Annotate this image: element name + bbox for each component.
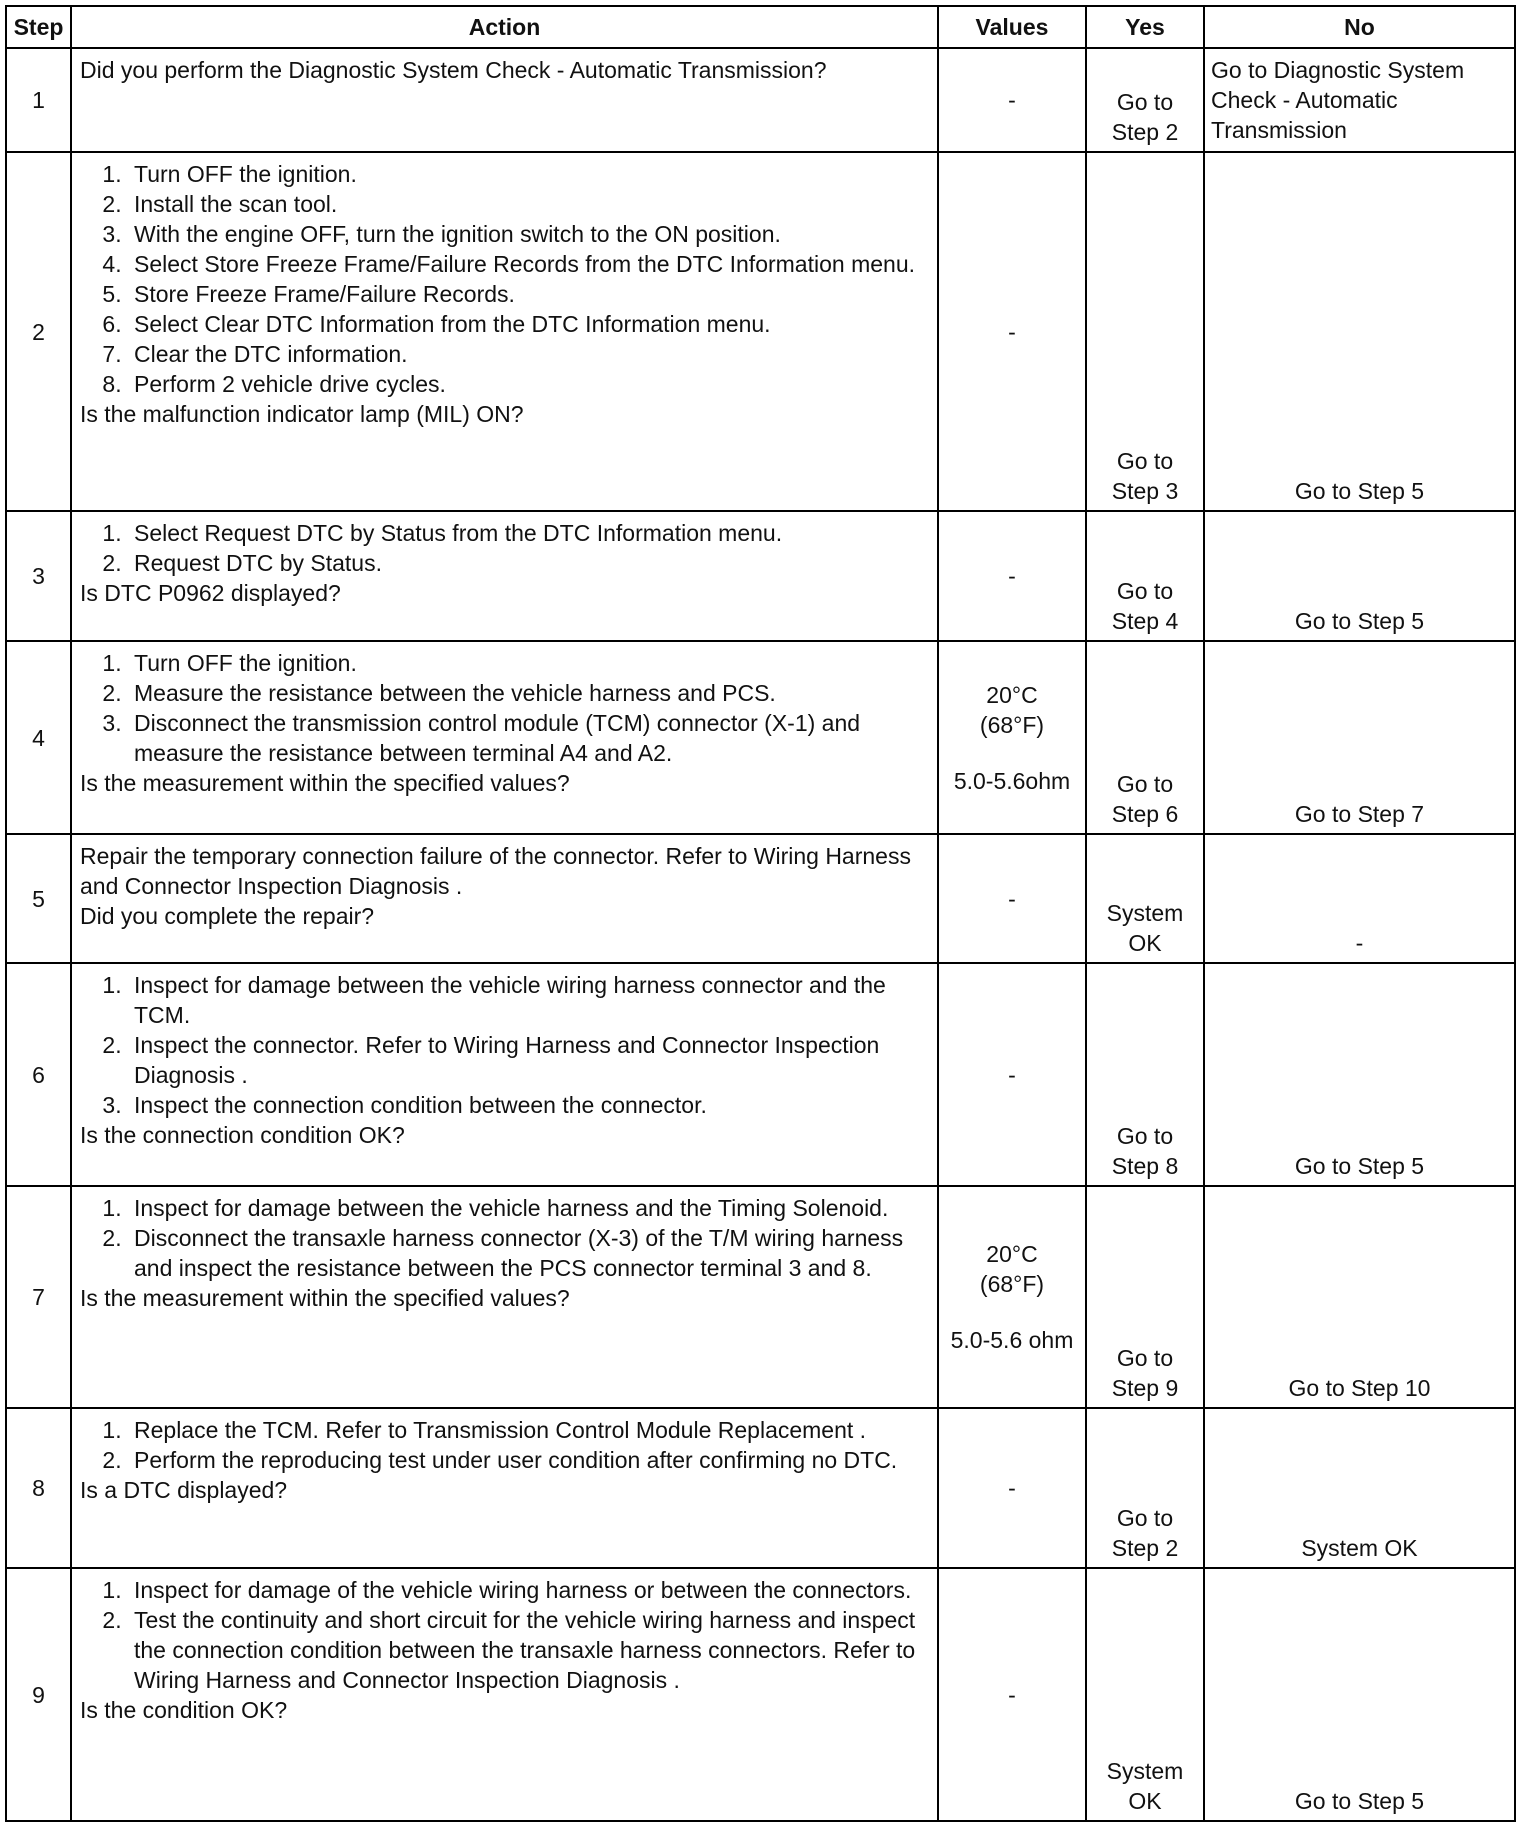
no-cell: Go to Diagnostic System Check - Automatic Transmission bbox=[1204, 48, 1515, 152]
list-item: 1. Replace the TCM. Refer to Transmission Control Module Replacement . bbox=[128, 1415, 929, 1445]
action-cell bbox=[71, 48, 938, 152]
list-item: 2. Test the continuity and short circuit for the vehicle wiring harness and inspect the connection condition between the transaxle harness connectors. Refer to Wiring Harness and Connector Inspection Diagnosis . bbox=[128, 1605, 929, 1695]
action-question: Is the malfunction indicator lamp (MIL) ON? bbox=[80, 401, 524, 427]
list-item: 2. Install the scan tool. bbox=[128, 189, 929, 219]
yes-cell: Go to Step 2 bbox=[1086, 1408, 1204, 1568]
temperature-f: (68°F) bbox=[979, 711, 1045, 738]
step-number: 3 bbox=[6, 511, 71, 641]
resistance-spec: 5.0-5.6 ohm bbox=[950, 1327, 1074, 1353]
action-steps-list bbox=[80, 518, 929, 578]
action-cell bbox=[71, 1568, 938, 1821]
header-step: Step bbox=[6, 6, 71, 48]
no-cell: Go to Step 10 bbox=[1204, 1186, 1515, 1408]
table-row-step-9 bbox=[6, 1568, 1515, 1821]
yes-cell: Go to Step 9 bbox=[1086, 1186, 1204, 1408]
temperature-f: (68°F) bbox=[979, 1271, 1045, 1297]
action-cell bbox=[71, 834, 938, 963]
table-row-step-4 bbox=[6, 641, 1515, 834]
step-number: 9 bbox=[6, 1568, 71, 1821]
values-cell: - bbox=[938, 152, 1086, 511]
action-cell bbox=[71, 963, 938, 1186]
no-cell: - bbox=[1204, 834, 1515, 963]
yes-cell: Go to Step 6 bbox=[1086, 641, 1204, 834]
no-cell: Go to Step 5 bbox=[1204, 511, 1515, 641]
table-row-step-5 bbox=[6, 834, 1515, 963]
list-item: 1. Inspect for damage between the vehicle harness and the Timing Solenoid. bbox=[128, 1193, 929, 1223]
action-steps-list bbox=[80, 1193, 929, 1283]
header-yes: Yes bbox=[1086, 6, 1204, 48]
no-cell: Go to Step 5 bbox=[1204, 963, 1515, 1186]
no-cell: Go to Step 7 bbox=[1204, 641, 1515, 834]
action-question: Is a DTC displayed? bbox=[80, 1477, 288, 1503]
list-item: 2. Inspect the connector. Refer to Wiring Harness and Connector Inspection Diagnosis . bbox=[128, 1030, 929, 1090]
action-steps-list bbox=[80, 1575, 929, 1695]
list-item: 1. Turn OFF the ignition. bbox=[128, 159, 929, 189]
action-cell bbox=[71, 1186, 938, 1408]
action-text: Repair the temporary connection failure of the connector. Refer to Wiring Harness and Connector Inspection Diagnosis . bbox=[80, 843, 911, 899]
action-steps-list bbox=[80, 159, 929, 399]
yes-cell: Go to Step 2 bbox=[1086, 48, 1204, 152]
list-item: 8. Perform 2 vehicle drive cycles. bbox=[128, 369, 929, 399]
temperature-c: 20°C bbox=[986, 1241, 1038, 1267]
list-item: 3. Disconnect the transmission control module (TCM) connector (X-1) and measure the resistance between terminal A4 and A2. bbox=[128, 708, 929, 768]
values-cell: - bbox=[938, 834, 1086, 963]
values-cell bbox=[938, 641, 1086, 834]
action-steps-list bbox=[80, 1415, 929, 1475]
header-row bbox=[6, 6, 1515, 48]
step-number: 4 bbox=[6, 641, 71, 834]
list-item: 4. Select Store Freeze Frame/Failure Records from the DTC Information menu. bbox=[128, 249, 929, 279]
list-item: 2. Request DTC by Status. bbox=[128, 548, 929, 578]
header-action: Action bbox=[71, 6, 938, 48]
yes-cell: System OK bbox=[1086, 834, 1204, 963]
no-cell: System OK bbox=[1204, 1408, 1515, 1568]
header-no: No bbox=[1204, 6, 1515, 48]
action-cell bbox=[71, 511, 938, 641]
table-row-step-8 bbox=[6, 1408, 1515, 1568]
values-cell: - bbox=[938, 511, 1086, 641]
yes-cell: Go to Step 8 bbox=[1086, 963, 1204, 1186]
list-item: 2. Disconnect the transaxle harness connector (X-3) of the T/M wiring harness and inspect the resistance between the PCS connector terminal 3 and 8. bbox=[128, 1223, 929, 1283]
table-row-step-2 bbox=[6, 152, 1515, 511]
list-item: 6. Select Clear DTC Information from the DTC Information menu. bbox=[128, 309, 929, 339]
list-item: 3. Inspect the connection condition between the connector. bbox=[128, 1090, 929, 1120]
step-number: 8 bbox=[6, 1408, 71, 1568]
action-question: Is the measurement within the specified values? bbox=[80, 1285, 570, 1311]
action-question: Is the connection condition OK? bbox=[80, 1122, 405, 1148]
list-item: 3. With the engine OFF, turn the ignition switch to the ON position. bbox=[128, 219, 929, 249]
step-number: 1 bbox=[6, 48, 71, 152]
list-item: 1. Turn OFF the ignition. bbox=[128, 648, 929, 678]
action-question: Is DTC P0962 displayed? bbox=[80, 580, 341, 606]
resistance-spec: 5.0-5.6ohm bbox=[953, 767, 1071, 794]
values-cell bbox=[938, 1186, 1086, 1408]
values-cell: - bbox=[938, 1568, 1086, 1821]
list-item: 2. Perform the reproducing test under user condition after confirming no DTC. bbox=[128, 1445, 929, 1475]
values-cell: - bbox=[938, 48, 1086, 152]
list-item: 1. Inspect for damage between the vehicle wiring harness connector and the TCM. bbox=[128, 970, 929, 1030]
action-question: Did you complete the repair? bbox=[80, 903, 375, 929]
list-item: 7. Clear the DTC information. bbox=[128, 339, 929, 369]
no-cell: Go to Step 5 bbox=[1204, 1568, 1515, 1821]
table-row-step-1 bbox=[6, 48, 1515, 152]
action-question: Is the measurement within the specified values? bbox=[80, 770, 570, 796]
yes-cell: Go to Step 4 bbox=[1086, 511, 1204, 641]
list-item: 1. Select Request DTC by Status from the DTC Information menu. bbox=[128, 518, 929, 548]
yes-cell: System OK bbox=[1086, 1568, 1204, 1821]
diagnostic-table bbox=[5, 5, 1516, 1822]
action-steps-list bbox=[80, 970, 929, 1120]
no-cell: Go to Step 5 bbox=[1204, 152, 1515, 511]
values-cell: - bbox=[938, 963, 1086, 1186]
values-cell: - bbox=[938, 1408, 1086, 1568]
action-steps-list bbox=[80, 648, 929, 768]
table-row-step-7 bbox=[6, 1186, 1515, 1408]
step-number: 2 bbox=[6, 152, 71, 511]
table-row-step-6 bbox=[6, 963, 1515, 1186]
action-cell bbox=[71, 1408, 938, 1568]
action-question: Is the condition OK? bbox=[80, 1697, 288, 1723]
step-number: 5 bbox=[6, 834, 71, 963]
temperature-c: 20°C bbox=[986, 681, 1038, 708]
action-cell bbox=[71, 152, 938, 511]
list-item: 5. Store Freeze Frame/Failure Records. bbox=[128, 279, 929, 309]
action-text: Did you perform the Diagnostic System Check - Automatic Transmission? bbox=[80, 57, 827, 83]
step-number: 6 bbox=[6, 963, 71, 1186]
step-number: 7 bbox=[6, 1186, 71, 1408]
action-cell bbox=[71, 641, 938, 834]
header-values: Values bbox=[938, 6, 1086, 48]
list-item: 2. Measure the resistance between the vehicle harness and PCS. bbox=[128, 678, 929, 708]
table-row-step-3 bbox=[6, 511, 1515, 641]
yes-cell: Go to Step 3 bbox=[1086, 152, 1204, 511]
list-item: 1. Inspect for damage of the vehicle wiring harness or between the connectors. bbox=[128, 1575, 929, 1605]
